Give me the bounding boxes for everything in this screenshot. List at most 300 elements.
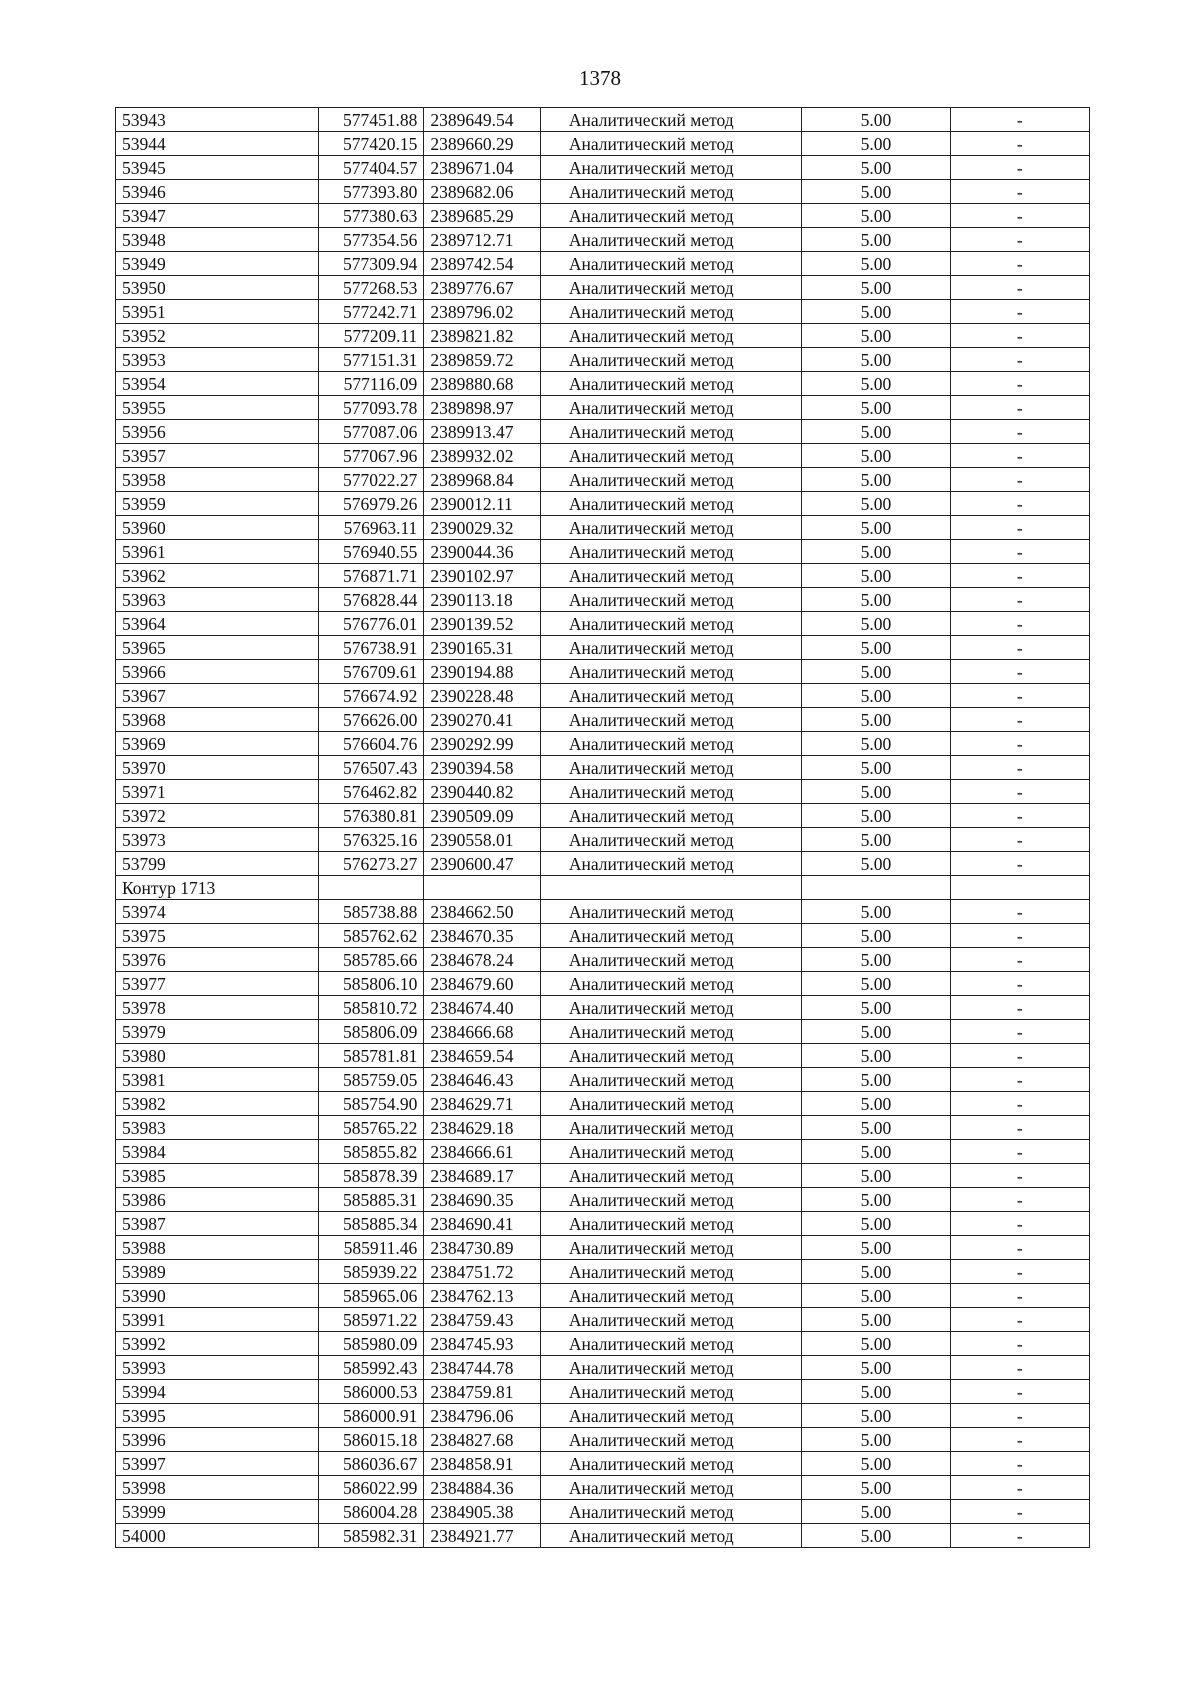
point-number-cell: 53965 xyxy=(116,636,319,660)
method-cell: Аналитический метод xyxy=(540,516,801,540)
point-number-cell: 53974 xyxy=(116,900,319,924)
point-number-cell: 53979 xyxy=(116,1020,319,1044)
method-cell: Аналитический метод xyxy=(540,636,801,660)
point-number-cell: 53957 xyxy=(116,444,319,468)
x-coordinate-cell: 576507.43 xyxy=(318,756,424,780)
x-coordinate-cell: 576963.11 xyxy=(318,516,424,540)
method-cell: Аналитический метод xyxy=(540,924,801,948)
precision-cell: 5.00 xyxy=(802,228,950,252)
table-row xyxy=(116,828,1090,852)
x-coordinate-cell: 585759.05 xyxy=(318,1068,424,1092)
y-coordinate-cell: 2384646.43 xyxy=(424,1068,541,1092)
y-coordinate-cell: 2389660.29 xyxy=(424,132,541,156)
point-number-cell: 53951 xyxy=(116,300,319,324)
y-coordinate-cell: 2390558.01 xyxy=(424,828,541,852)
table-row xyxy=(116,540,1090,564)
point-number-cell: 54000 xyxy=(116,1524,319,1548)
table-row xyxy=(116,756,1090,780)
y-coordinate-cell: 2384858.91 xyxy=(424,1452,541,1476)
x-coordinate-cell: 576604.76 xyxy=(318,732,424,756)
precision-cell: 5.00 xyxy=(802,348,950,372)
y-coordinate-cell: 2384745.93 xyxy=(424,1332,541,1356)
y-coordinate-cell: 2384629.71 xyxy=(424,1092,541,1116)
method-cell: Аналитический метод xyxy=(540,1212,801,1236)
precision-cell: 5.00 xyxy=(802,132,950,156)
note-cell: - xyxy=(950,1476,1090,1500)
y-coordinate-cell: 2390440.82 xyxy=(424,780,541,804)
x-coordinate-cell: 585982.31 xyxy=(318,1524,424,1548)
method-cell: Аналитический метод xyxy=(540,1308,801,1332)
note-cell: - xyxy=(950,684,1090,708)
y-coordinate-cell: 2390139.52 xyxy=(424,612,541,636)
y-coordinate-cell: 2390600.47 xyxy=(424,852,541,876)
table-row xyxy=(116,1428,1090,1452)
point-number-cell: 53950 xyxy=(116,276,319,300)
empty-cell xyxy=(950,876,1090,900)
y-coordinate-cell: 2384759.43 xyxy=(424,1308,541,1332)
point-number-cell: 53993 xyxy=(116,1356,319,1380)
table-row xyxy=(116,1236,1090,1260)
method-cell: Аналитический метод xyxy=(540,1092,801,1116)
method-cell: Аналитический метод xyxy=(540,1236,801,1260)
x-coordinate-cell: 576776.01 xyxy=(318,612,424,636)
table-row xyxy=(116,492,1090,516)
precision-cell: 5.00 xyxy=(802,1236,950,1260)
point-number-cell: 53967 xyxy=(116,684,319,708)
x-coordinate-cell: 585885.34 xyxy=(318,1212,424,1236)
point-number-cell: 53943 xyxy=(116,108,319,132)
method-cell: Аналитический метод xyxy=(540,780,801,804)
x-coordinate-cell: 576828.44 xyxy=(318,588,424,612)
x-coordinate-cell: 585754.90 xyxy=(318,1092,424,1116)
method-cell: Аналитический метод xyxy=(540,1044,801,1068)
method-cell: Аналитический метод xyxy=(540,684,801,708)
y-coordinate-cell: 2389649.54 xyxy=(424,108,541,132)
table-row xyxy=(116,708,1090,732)
note-cell: - xyxy=(950,924,1090,948)
y-coordinate-cell: 2384759.81 xyxy=(424,1380,541,1404)
point-number-cell: 53987 xyxy=(116,1212,319,1236)
table-row xyxy=(116,324,1090,348)
point-number-cell: 53955 xyxy=(116,396,319,420)
point-number-cell: 53945 xyxy=(116,156,319,180)
point-number-cell: 53959 xyxy=(116,492,319,516)
table-row xyxy=(116,780,1090,804)
precision-cell: 5.00 xyxy=(802,444,950,468)
point-number-cell: 53984 xyxy=(116,1140,319,1164)
empty-cell xyxy=(424,876,541,900)
method-cell: Аналитический метод xyxy=(540,372,801,396)
precision-cell: 5.00 xyxy=(802,1068,950,1092)
table-row xyxy=(116,1116,1090,1140)
x-coordinate-cell: 576940.55 xyxy=(318,540,424,564)
precision-cell: 5.00 xyxy=(802,1500,950,1524)
note-cell: - xyxy=(950,156,1090,180)
method-cell: Аналитический метод xyxy=(540,1068,801,1092)
table-row xyxy=(116,924,1090,948)
method-cell: Аналитический метод xyxy=(540,804,801,828)
note-cell: - xyxy=(950,612,1090,636)
y-coordinate-cell: 2389712.71 xyxy=(424,228,541,252)
precision-cell: 5.00 xyxy=(802,492,950,516)
x-coordinate-cell: 576738.91 xyxy=(318,636,424,660)
note-cell: - xyxy=(950,1524,1090,1548)
contour-label: Контур 1713 xyxy=(116,876,319,900)
method-cell: Аналитический метод xyxy=(540,300,801,324)
precision-cell: 5.00 xyxy=(802,108,950,132)
note-cell: - xyxy=(950,276,1090,300)
table-row xyxy=(116,516,1090,540)
y-coordinate-cell: 2384662.50 xyxy=(424,900,541,924)
x-coordinate-cell: 586015.18 xyxy=(318,1428,424,1452)
note-cell: - xyxy=(950,324,1090,348)
note-cell: - xyxy=(950,852,1090,876)
coordinates-table-body xyxy=(116,108,1090,1548)
table-row xyxy=(116,204,1090,228)
note-cell: - xyxy=(950,252,1090,276)
note-cell: - xyxy=(950,660,1090,684)
point-number-cell: 53973 xyxy=(116,828,319,852)
table-row xyxy=(116,1044,1090,1068)
method-cell: Аналитический метод xyxy=(540,588,801,612)
x-coordinate-cell: 577451.88 xyxy=(318,108,424,132)
y-coordinate-cell: 2384678.24 xyxy=(424,948,541,972)
precision-cell: 5.00 xyxy=(802,1116,950,1140)
x-coordinate-cell: 585992.43 xyxy=(318,1356,424,1380)
note-cell: - xyxy=(950,204,1090,228)
precision-cell: 5.00 xyxy=(802,636,950,660)
precision-cell: 5.00 xyxy=(802,204,950,228)
precision-cell: 5.00 xyxy=(802,708,950,732)
empty-cell xyxy=(540,876,801,900)
x-coordinate-cell: 576626.00 xyxy=(318,708,424,732)
note-cell: - xyxy=(950,396,1090,420)
note-cell: - xyxy=(950,1116,1090,1140)
method-cell: Аналитический метод xyxy=(540,612,801,636)
note-cell: - xyxy=(950,180,1090,204)
x-coordinate-cell: 576674.92 xyxy=(318,684,424,708)
point-number-cell: 53944 xyxy=(116,132,319,156)
x-coordinate-cell: 577242.71 xyxy=(318,300,424,324)
x-coordinate-cell: 585810.72 xyxy=(318,996,424,1020)
method-cell: Аналитический метод xyxy=(540,156,801,180)
note-cell: - xyxy=(950,1020,1090,1044)
method-cell: Аналитический метод xyxy=(540,204,801,228)
table-row xyxy=(116,636,1090,660)
table-row xyxy=(116,660,1090,684)
precision-cell: 5.00 xyxy=(802,852,950,876)
note-cell: - xyxy=(950,1260,1090,1284)
precision-cell: 5.00 xyxy=(802,516,950,540)
x-coordinate-cell: 585939.22 xyxy=(318,1260,424,1284)
note-cell: - xyxy=(950,1404,1090,1428)
y-coordinate-cell: 2384744.78 xyxy=(424,1356,541,1380)
note-cell: - xyxy=(950,732,1090,756)
note-cell: - xyxy=(950,348,1090,372)
y-coordinate-cell: 2389685.29 xyxy=(424,204,541,228)
precision-cell: 5.00 xyxy=(802,372,950,396)
point-number-cell: 53980 xyxy=(116,1044,319,1068)
note-cell: - xyxy=(950,588,1090,612)
note-cell: - xyxy=(950,708,1090,732)
note-cell: - xyxy=(950,1044,1090,1068)
y-coordinate-cell: 2384629.18 xyxy=(424,1116,541,1140)
point-number-cell: 53991 xyxy=(116,1308,319,1332)
precision-cell: 5.00 xyxy=(802,924,950,948)
x-coordinate-cell: 577420.15 xyxy=(318,132,424,156)
x-coordinate-cell: 577309.94 xyxy=(318,252,424,276)
method-cell: Аналитический метод xyxy=(540,492,801,516)
table-row xyxy=(116,1068,1090,1092)
y-coordinate-cell: 2389898.97 xyxy=(424,396,541,420)
point-number-cell: 53799 xyxy=(116,852,319,876)
note-cell: - xyxy=(950,468,1090,492)
table-row xyxy=(116,1212,1090,1236)
table-row xyxy=(116,444,1090,468)
point-number-cell: 53971 xyxy=(116,780,319,804)
x-coordinate-cell: 586000.53 xyxy=(318,1380,424,1404)
method-cell: Аналитический метод xyxy=(540,1500,801,1524)
precision-cell: 5.00 xyxy=(802,180,950,204)
point-number-cell: 53958 xyxy=(116,468,319,492)
y-coordinate-cell: 2389880.68 xyxy=(424,372,541,396)
x-coordinate-cell: 585885.31 xyxy=(318,1188,424,1212)
table-row xyxy=(116,564,1090,588)
y-coordinate-cell: 2390044.36 xyxy=(424,540,541,564)
precision-cell: 5.00 xyxy=(802,468,950,492)
point-number-cell: 53998 xyxy=(116,1476,319,1500)
x-coordinate-cell: 585965.06 xyxy=(318,1284,424,1308)
table-row xyxy=(116,948,1090,972)
table-row xyxy=(116,588,1090,612)
note-cell: - xyxy=(950,132,1090,156)
method-cell: Аналитический метод xyxy=(540,660,801,684)
point-number-cell: 53985 xyxy=(116,1164,319,1188)
x-coordinate-cell: 577093.78 xyxy=(318,396,424,420)
precision-cell: 5.00 xyxy=(802,396,950,420)
precision-cell: 5.00 xyxy=(802,420,950,444)
y-coordinate-cell: 2390228.48 xyxy=(424,684,541,708)
y-coordinate-cell: 2389821.82 xyxy=(424,324,541,348)
table-row xyxy=(116,276,1090,300)
table-row xyxy=(116,1332,1090,1356)
x-coordinate-cell: 586000.91 xyxy=(318,1404,424,1428)
point-number-cell: 53986 xyxy=(116,1188,319,1212)
table-row xyxy=(116,732,1090,756)
y-coordinate-cell: 2390292.99 xyxy=(424,732,541,756)
note-cell: - xyxy=(950,540,1090,564)
method-cell: Аналитический метод xyxy=(540,1020,801,1044)
method-cell: Аналитический метод xyxy=(540,828,801,852)
table-row xyxy=(116,1500,1090,1524)
note-cell: - xyxy=(950,1380,1090,1404)
note-cell: - xyxy=(950,756,1090,780)
table-row xyxy=(116,1188,1090,1212)
table-row xyxy=(116,1524,1090,1548)
point-number-cell: 53970 xyxy=(116,756,319,780)
method-cell: Аналитический метод xyxy=(540,1140,801,1164)
note-cell: - xyxy=(950,492,1090,516)
note-cell: - xyxy=(950,1140,1090,1164)
table-row xyxy=(116,1476,1090,1500)
method-cell: Аналитический метод xyxy=(540,900,801,924)
method-cell: Аналитический метод xyxy=(540,1332,801,1356)
precision-cell: 5.00 xyxy=(802,1164,950,1188)
point-number-cell: 53972 xyxy=(116,804,319,828)
x-coordinate-cell: 577393.80 xyxy=(318,180,424,204)
note-cell: - xyxy=(950,1092,1090,1116)
precision-cell: 5.00 xyxy=(802,972,950,996)
precision-cell: 5.00 xyxy=(802,1308,950,1332)
x-coordinate-cell: 577404.57 xyxy=(318,156,424,180)
point-number-cell: 53960 xyxy=(116,516,319,540)
note-cell: - xyxy=(950,564,1090,588)
point-number-cell: 53995 xyxy=(116,1404,319,1428)
precision-cell: 5.00 xyxy=(802,276,950,300)
x-coordinate-cell: 576871.71 xyxy=(318,564,424,588)
table-row xyxy=(116,612,1090,636)
precision-cell: 5.00 xyxy=(802,1452,950,1476)
precision-cell: 5.00 xyxy=(802,900,950,924)
y-coordinate-cell: 2384905.38 xyxy=(424,1500,541,1524)
precision-cell: 5.00 xyxy=(802,1332,950,1356)
y-coordinate-cell: 2384659.54 xyxy=(424,1044,541,1068)
x-coordinate-cell: 577022.27 xyxy=(318,468,424,492)
table-row xyxy=(116,1092,1090,1116)
y-coordinate-cell: 2384690.35 xyxy=(424,1188,541,1212)
x-coordinate-cell: 577087.06 xyxy=(318,420,424,444)
table-row xyxy=(116,1380,1090,1404)
precision-cell: 5.00 xyxy=(802,1140,950,1164)
precision-cell: 5.00 xyxy=(802,1404,950,1428)
x-coordinate-cell: 577151.31 xyxy=(318,348,424,372)
y-coordinate-cell: 2390270.41 xyxy=(424,708,541,732)
table-row xyxy=(116,1452,1090,1476)
x-coordinate-cell: 585911.46 xyxy=(318,1236,424,1260)
y-coordinate-cell: 2390012.11 xyxy=(424,492,541,516)
table-row xyxy=(116,420,1090,444)
note-cell: - xyxy=(950,1188,1090,1212)
precision-cell: 5.00 xyxy=(802,300,950,324)
table-row xyxy=(116,468,1090,492)
x-coordinate-cell: 585980.09 xyxy=(318,1332,424,1356)
table-row xyxy=(116,900,1090,924)
note-cell: - xyxy=(950,1356,1090,1380)
point-number-cell: 53990 xyxy=(116,1284,319,1308)
table-row xyxy=(116,372,1090,396)
x-coordinate-cell: 585971.22 xyxy=(318,1308,424,1332)
precision-cell: 5.00 xyxy=(802,1044,950,1068)
point-number-cell: 53988 xyxy=(116,1236,319,1260)
y-coordinate-cell: 2389932.02 xyxy=(424,444,541,468)
note-cell: - xyxy=(950,828,1090,852)
table-row xyxy=(116,1260,1090,1284)
table-row xyxy=(116,252,1090,276)
x-coordinate-cell: 577067.96 xyxy=(318,444,424,468)
note-cell: - xyxy=(950,1308,1090,1332)
x-coordinate-cell: 585855.82 xyxy=(318,1140,424,1164)
method-cell: Аналитический метод xyxy=(540,1188,801,1212)
table-row xyxy=(116,972,1090,996)
precision-cell: 5.00 xyxy=(802,1284,950,1308)
x-coordinate-cell: 577116.09 xyxy=(318,372,424,396)
x-coordinate-cell: 577209.11 xyxy=(318,324,424,348)
y-coordinate-cell: 2389913.47 xyxy=(424,420,541,444)
method-cell: Аналитический метод xyxy=(540,540,801,564)
note-cell: - xyxy=(950,516,1090,540)
method-cell: Аналитический метод xyxy=(540,1356,801,1380)
method-cell: Аналитический метод xyxy=(540,972,801,996)
table-row xyxy=(116,132,1090,156)
point-number-cell: 53983 xyxy=(116,1116,319,1140)
x-coordinate-cell: 576462.82 xyxy=(318,780,424,804)
table-row xyxy=(116,804,1090,828)
point-number-cell: 53975 xyxy=(116,924,319,948)
y-coordinate-cell: 2390113.18 xyxy=(424,588,541,612)
method-cell: Аналитический метод xyxy=(540,348,801,372)
point-number-cell: 53953 xyxy=(116,348,319,372)
point-number-cell: 53956 xyxy=(116,420,319,444)
y-coordinate-cell: 2384796.06 xyxy=(424,1404,541,1428)
y-coordinate-cell: 2384921.77 xyxy=(424,1524,541,1548)
method-cell: Аналитический метод xyxy=(540,420,801,444)
x-coordinate-cell: 577354.56 xyxy=(318,228,424,252)
method-cell: Аналитический метод xyxy=(540,1452,801,1476)
note-cell: - xyxy=(950,948,1090,972)
note-cell: - xyxy=(950,444,1090,468)
y-coordinate-cell: 2389776.67 xyxy=(424,276,541,300)
method-cell: Аналитический метод xyxy=(540,732,801,756)
precision-cell: 5.00 xyxy=(802,1260,950,1284)
method-cell: Аналитический метод xyxy=(540,756,801,780)
x-coordinate-cell: 585806.09 xyxy=(318,1020,424,1044)
precision-cell: 5.00 xyxy=(802,804,950,828)
precision-cell: 5.00 xyxy=(802,1524,950,1548)
point-number-cell: 53977 xyxy=(116,972,319,996)
precision-cell: 5.00 xyxy=(802,1428,950,1452)
y-coordinate-cell: 2384674.40 xyxy=(424,996,541,1020)
method-cell: Аналитический метод xyxy=(540,276,801,300)
point-number-cell: 53992 xyxy=(116,1332,319,1356)
point-number-cell: 53963 xyxy=(116,588,319,612)
method-cell: Аналитический метод xyxy=(540,852,801,876)
precision-cell: 5.00 xyxy=(802,732,950,756)
precision-cell: 5.00 xyxy=(802,996,950,1020)
table-row xyxy=(116,1164,1090,1188)
method-cell: Аналитический метод xyxy=(540,1476,801,1500)
method-cell: Аналитический метод xyxy=(540,708,801,732)
x-coordinate-cell: 576979.26 xyxy=(318,492,424,516)
x-coordinate-cell: 577380.63 xyxy=(318,204,424,228)
precision-cell: 5.00 xyxy=(802,684,950,708)
x-coordinate-cell: 586004.28 xyxy=(318,1500,424,1524)
x-coordinate-cell: 577268.53 xyxy=(318,276,424,300)
page-number: 1378 xyxy=(579,66,621,90)
point-number-cell: 53949 xyxy=(116,252,319,276)
y-coordinate-cell: 2390165.31 xyxy=(424,636,541,660)
x-coordinate-cell: 585785.66 xyxy=(318,948,424,972)
point-number-cell: 53966 xyxy=(116,660,319,684)
table-row xyxy=(116,996,1090,1020)
note-cell: - xyxy=(950,804,1090,828)
y-coordinate-cell: 2384679.60 xyxy=(424,972,541,996)
method-cell: Аналитический метод xyxy=(540,132,801,156)
y-coordinate-cell: 2384666.61 xyxy=(424,1140,541,1164)
method-cell: Аналитический метод xyxy=(540,468,801,492)
method-cell: Аналитический метод xyxy=(540,564,801,588)
x-coordinate-cell: 576325.16 xyxy=(318,828,424,852)
note-cell: - xyxy=(950,1212,1090,1236)
